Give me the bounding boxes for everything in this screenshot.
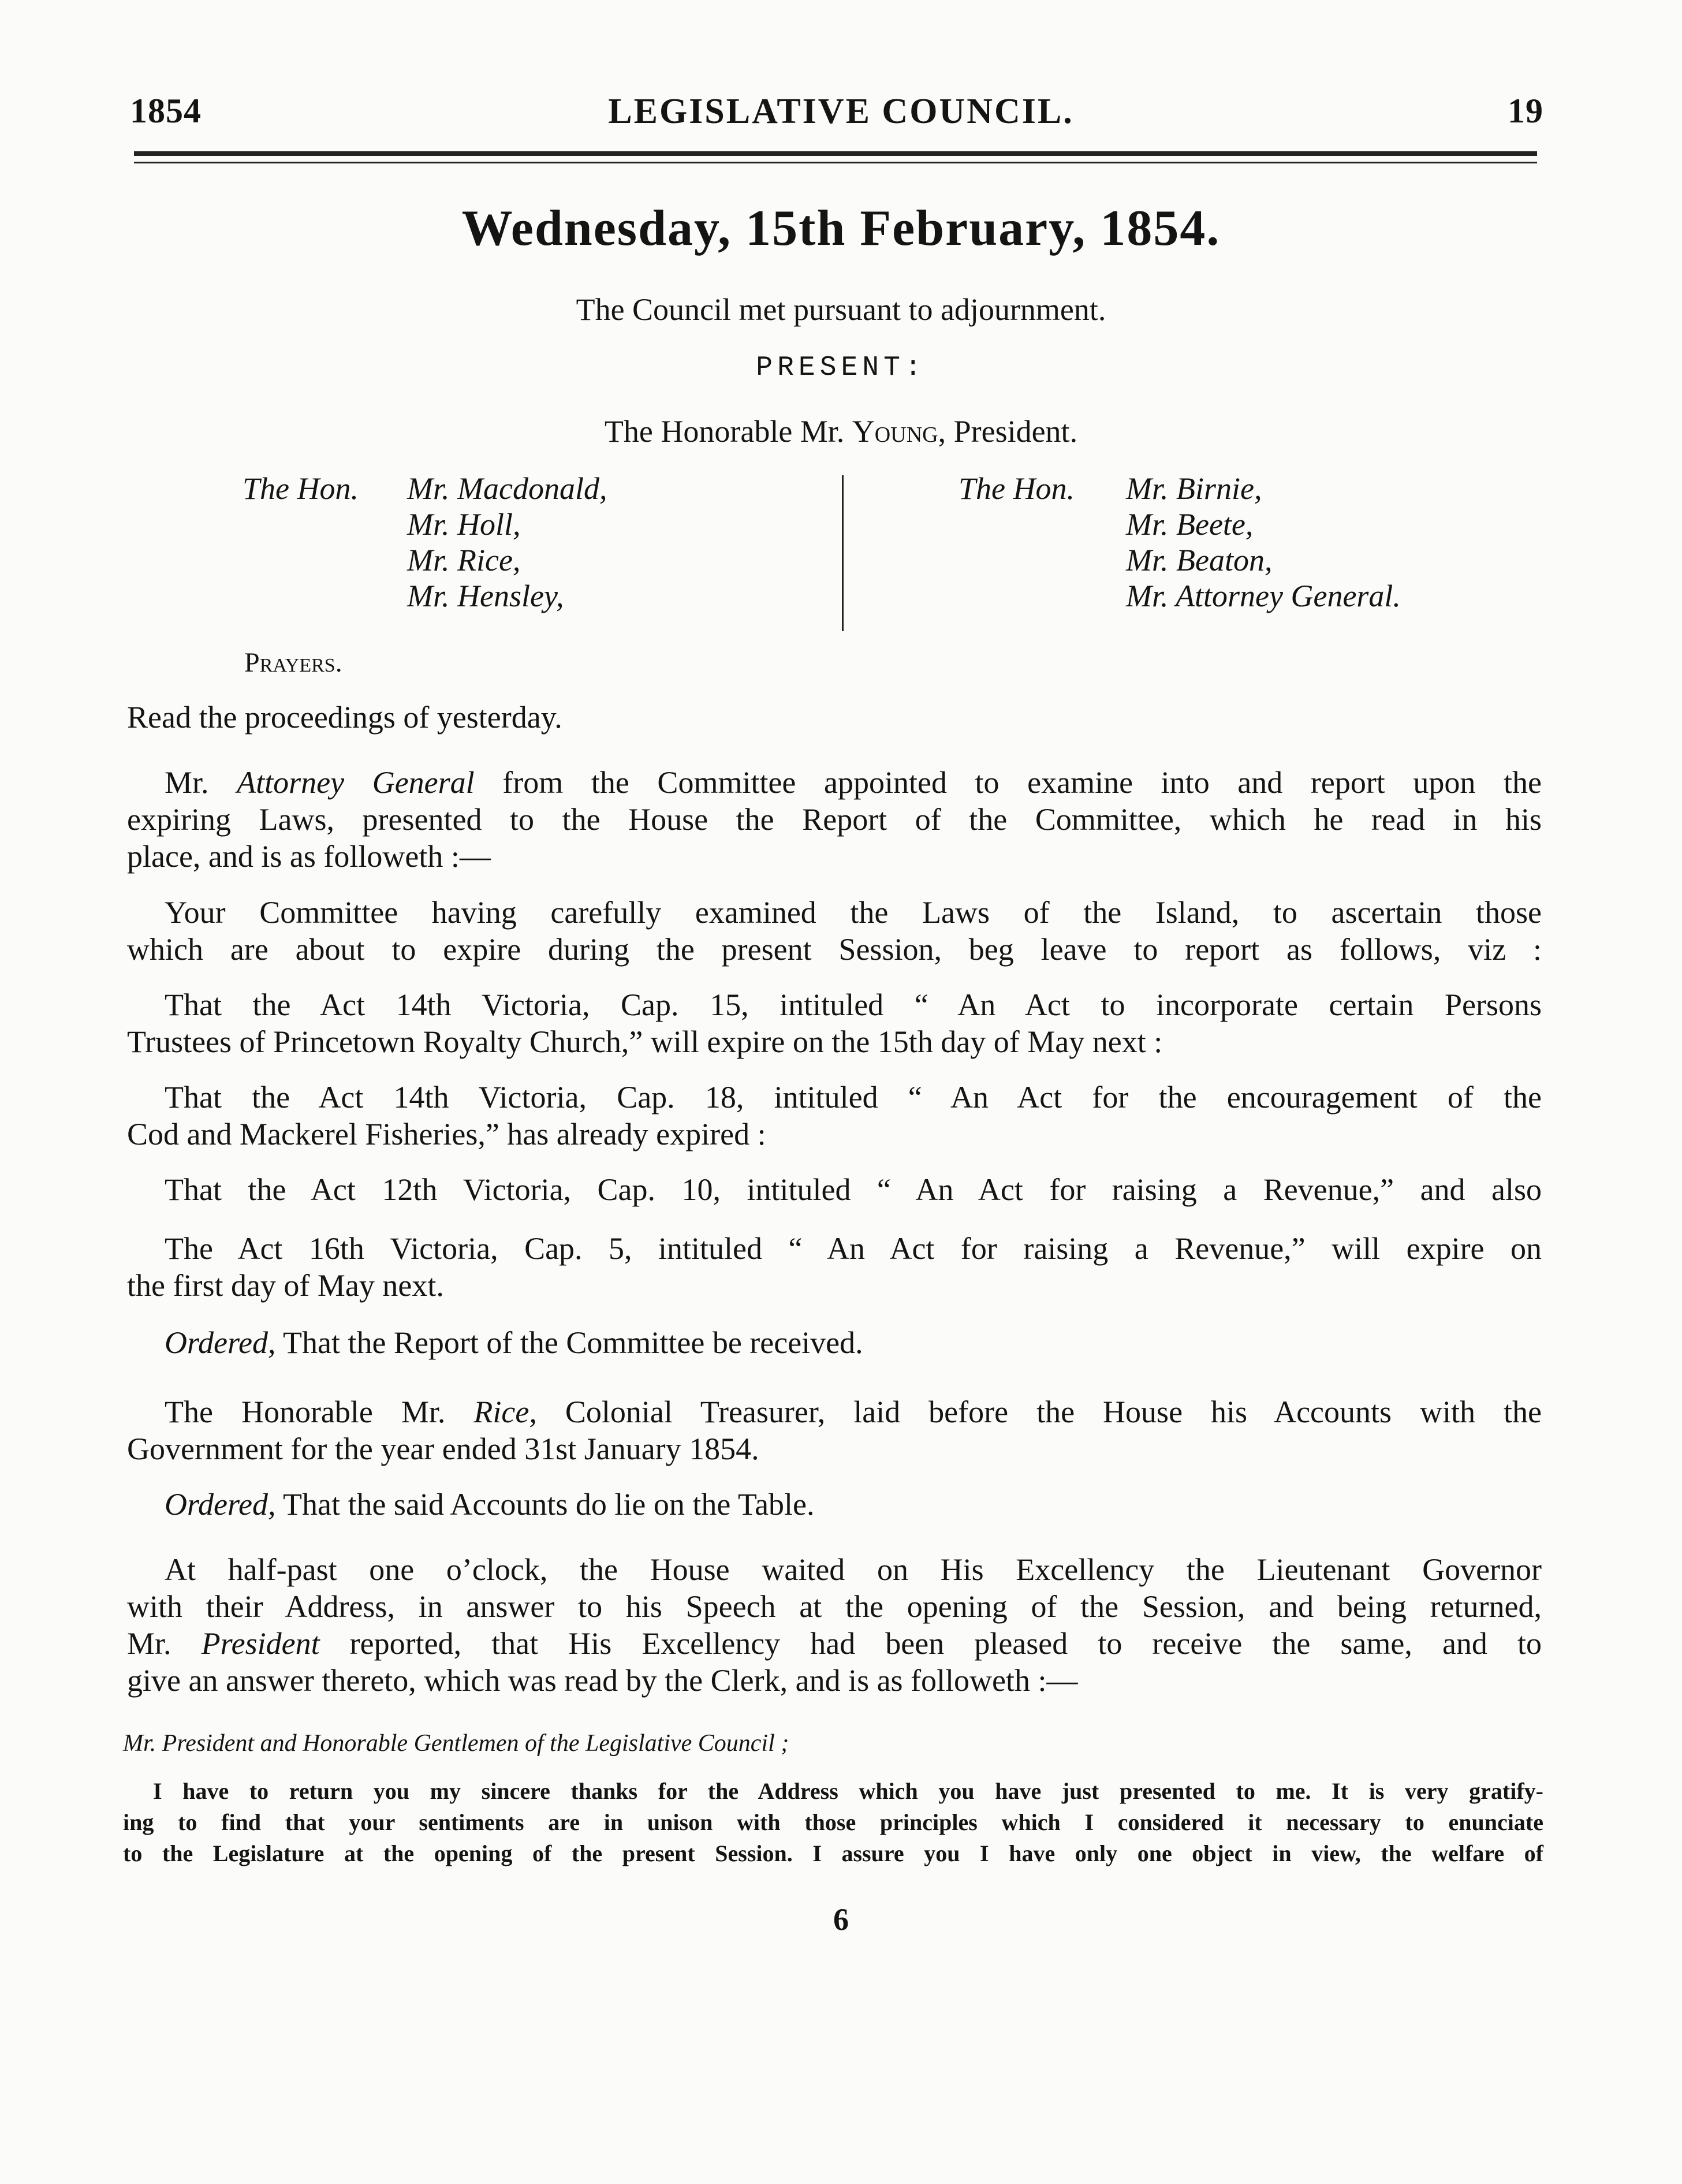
paragraph-rice-accounts <box>127 1393 1542 1467</box>
paragraph-address-presented <box>127 1551 1542 1699</box>
text-run: Rice, <box>473 1395 537 1429</box>
paragraph-line <box>127 1324 1542 1361</box>
paragraph-line <box>127 1486 1542 1523</box>
paragraph-line: give an answer thereto, which was read by the Clerk, and is as followeth :— <box>127 1663 1078 1698</box>
header-rule-thin <box>134 162 1537 163</box>
text-run: Ordered, <box>165 1325 276 1360</box>
paragraph-line <box>127 764 1542 801</box>
address-heading: Mr. President and Honorable Gentlemen of the Legislative Council ; <box>123 1730 789 1757</box>
paragraph-act-14-15 <box>127 986 1542 1060</box>
signature-mark: 6 <box>833 1902 849 1937</box>
paragraph-line: That the Act 12th Victoria, Cap. 10, intituled “ An Act for raising a Revenue,” and also <box>165 1172 1542 1207</box>
reply-line: I have to return you my sincere thanks for the Address which you have just presented to me. It is very gratify- <box>153 1778 1543 1804</box>
page-number: 19 <box>1508 92 1543 130</box>
running-title: LEGISLATIVE COUNCIL. <box>608 92 1074 131</box>
president-line-before: The Honorable Mr. <box>604 414 845 449</box>
member-name: Mr. Beete, <box>1126 507 1254 542</box>
text-run: Mr. <box>127 1626 171 1661</box>
paragraph-line: Cod and Mackerel Fisheries,” has already expired : <box>127 1117 766 1151</box>
members-right <box>959 471 1401 614</box>
date-heading: Wednesday, 15th February, 1854. <box>461 200 1221 256</box>
text-run: Colonial Treasurer, laid before the House his Accounts with the <box>565 1395 1542 1429</box>
paragraph-line: expiring Laws, presented to the House the Report of the Committee, which he read in his <box>127 802 1542 837</box>
member-name: Mr. Macdonald, <box>407 471 607 506</box>
prayers-heading: Prayers. <box>244 647 342 678</box>
paragraph-attorney-report <box>127 764 1542 875</box>
met-line: The Council met pursuant to adjournment. <box>576 292 1106 327</box>
paragraph-line: Government for the year ended 31st January 1854. <box>127 1432 759 1466</box>
text-run: Ordered, <box>165 1487 276 1522</box>
paragraph-line: which are about to expire during the present Session, beg leave to report as follows, viz : <box>127 932 1542 967</box>
paragraph-ordered-report <box>127 1324 1542 1361</box>
paragraph-line: Your Committee having carefully examined the Laws of the Island, to ascertain those <box>165 895 1542 930</box>
president-line <box>0 413 1682 450</box>
paragraph-line <box>127 1393 1542 1430</box>
text-run: That the Report of the Committee be received. <box>283 1325 863 1360</box>
members-left <box>243 471 607 614</box>
header-year: 1854 <box>130 92 202 130</box>
paragraph-committee <box>127 894 1542 968</box>
paragraph-line: The Act 16th Victoria, Cap. 5, intituled “ An Act for raising a Revenue,” will expire on <box>165 1231 1542 1266</box>
reply-line: ing to find that your sentiments are in unison with those principles which I considered it necessary to enunciate <box>123 1809 1543 1835</box>
paragraph-read-proceedings <box>127 699 1542 736</box>
text-run: The Honorable Mr. <box>165 1395 446 1429</box>
president-name: Young <box>852 414 938 449</box>
paragraph-line: At half-past one o’clock, the House waited on His Excellency the Lieutenant Governor <box>165 1552 1542 1587</box>
member-name: Mr. Holl, <box>407 507 521 542</box>
paragraph-line: That the Act 14th Victoria, Cap. 18, intituled “ An Act for the encouragement of the <box>165 1080 1542 1115</box>
paragraph-line: the first day of May next. <box>127 1268 444 1303</box>
paragraph-act-12-10 <box>127 1171 1542 1208</box>
paragraph-line: Trustees of Princetown Royalty Church,” will expire on the 15th day of May next : <box>127 1024 1163 1059</box>
paragraph-ordered-accounts <box>127 1486 1542 1523</box>
paragraph-line: That the Act 14th Victoria, Cap. 15, intituled “ An Act to incorporate certain Persons <box>165 987 1542 1022</box>
governor-reply <box>123 1776 1543 1869</box>
present-label: PRESENT: <box>756 352 926 383</box>
members-divider <box>842 475 844 631</box>
member-name: Mr. Hensley, <box>407 579 564 613</box>
text-run: from the Committee appointed to examine into and report upon the <box>502 765 1542 800</box>
text-run: Attorney General <box>237 765 475 800</box>
member-name: Mr. Birnie, <box>1126 471 1262 506</box>
paragraph-line: with their Address, in answer to his Speech at the opening of the Session, and being returned, <box>127 1589 1542 1624</box>
paragraph-line <box>127 1625 1542 1662</box>
header-rule-thick <box>134 151 1537 156</box>
text-run: That the said Accounts do lie on the Table. <box>283 1487 815 1522</box>
president-line-after: , President. <box>938 414 1078 449</box>
paragraph-line: place, and is as followeth :— <box>127 839 491 874</box>
paragraph-act-14-18 <box>127 1079 1542 1153</box>
reply-line: to the Legislature at the opening of the present Session. I assure you I have only one object in view, the welfare of <box>123 1840 1543 1866</box>
paragraph-act-16-5 <box>127 1230 1542 1304</box>
member-name: Mr. Rice, <box>407 543 521 577</box>
member-name: Mr. Attorney General. <box>1126 579 1401 613</box>
paragraph-line: Read the proceedings of yesterday. <box>127 700 562 735</box>
text-run: President <box>201 1626 320 1661</box>
text-run: reported, that His Excellency had been pleased to receive the same, and to <box>349 1626 1542 1661</box>
text-run: Mr. <box>165 765 209 800</box>
members-left-prefix: The Hon. <box>243 471 359 506</box>
member-name: Mr. Beaton, <box>1126 543 1273 577</box>
members-right-prefix: The Hon. <box>959 471 1075 506</box>
